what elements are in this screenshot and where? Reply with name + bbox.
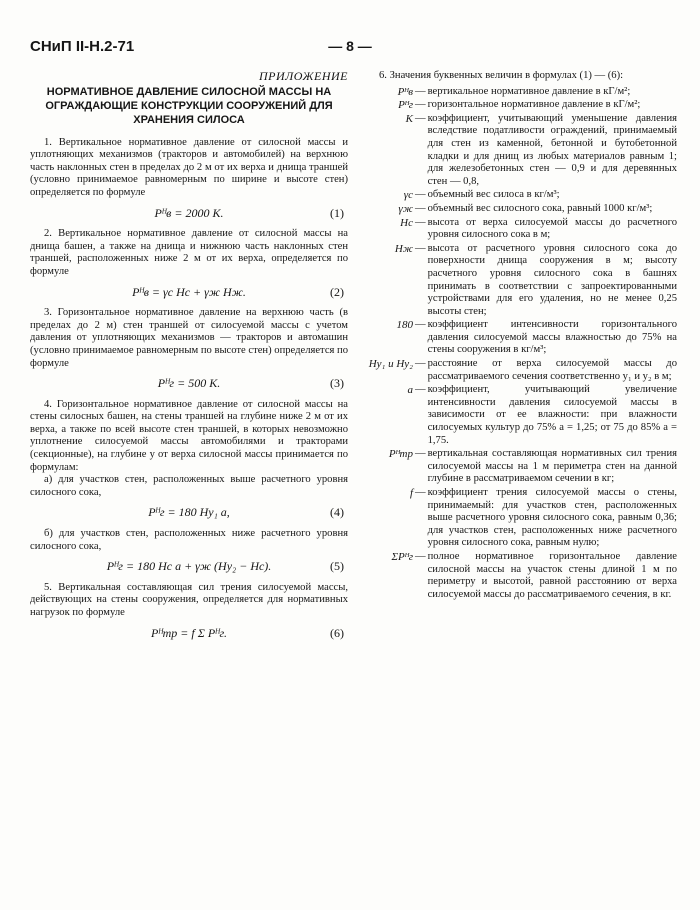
- formula-1: [30, 207, 348, 220]
- definition-symbol: Pᴴтр: [388, 448, 413, 461]
- definition-symbol: Pᴴв: [397, 85, 413, 98]
- definition-text: высота от расчетного уровня силосного сока до поверхности днища сооружения в м; высоту расчетного уровня силосного сока в башнях принимать в соответствии с запроектированными устройствами для его удаления, но не менее 0,25 высоты стен;: [427, 242, 677, 317]
- formula-6-text: Pᴴтр = f Σ Pᴴг.: [151, 625, 227, 640]
- paragraph-1: 1. Вертикальное нормативное давление от силосной массы и уплотняющих механизмов (тракторов и автомобилей) на верхнюю часть наклонных стен в пределах до 2 м от их верха и днища траншей (условно принимаемое равномерным по ширине и высоте стен) определяется по формуле: [30, 136, 348, 198]
- page-number: — 8 —: [328, 38, 372, 54]
- definition-item: K — коэффициент, учитывающий уменьшение давления вследствие податливости ограждений, принимаемый для стен из каменной, бетонной и бутобетонной кладки и для днищ из любых материалов равным 1; для железобетонных стен — 0,9 и для деревянных стен — 0,8,: [365, 113, 677, 189]
- definition-item: f — коэффициент трения силосуемой массы о стены, принимаемый: для участков стен, расположенных выше расчетного уровня силосного сока, равным 0,36; для участков стен, расположенных ниже расчетного уровня силосного сока, равным нулю;: [365, 487, 677, 550]
- definitions-intro: 6. Значения буквенных величин в формулах (1) — (6):: [379, 70, 624, 81]
- definition-text: вертикальная составляющая нормативных сил трения силосуемой массы на 1 м периметра стен на данной глубине в рассматриваемом сечении в кг;: [427, 448, 677, 485]
- definition-item: ΣPᴴг — полное нормативное горизонтальное давление силосной массы на участок стены длиной 1 м по периметру и высотой, равной расстоянию от верха силосуемой массы до рассматриваемого сечения, в кг.: [365, 551, 677, 601]
- formula-6: [30, 627, 348, 640]
- definition-symbol: f: [409, 487, 413, 499]
- definition-text: коэффициент интенсивности горизонтального давления силосуемой массы влажностью до 75% на стены сооружения в кг/м³;: [427, 319, 677, 356]
- formula-5-text: Pᴴг = 180 Hс a + γж (Hу₂ − Hс).: [106, 559, 272, 574]
- paragraph-4: 4. Горизонтальное нормативное давление от силосной массы на стены силосных башен, на стены траншей на глубине ниже 2 м от их верха, а также по всей высоте стен траншей, в которых невозможно уплотнение силосуемой массы автомобилями и тракторами (секционные), на глубине y от верха силосной массы принимается по формулам:: [30, 398, 348, 473]
- formula-5: [30, 560, 348, 573]
- definition-symbol: Hж: [394, 242, 413, 255]
- definition-text: объемный вес силоса в кг/м³;: [427, 189, 560, 201]
- formula-4-text: Pᴴг = 180 Hу₁ a,: [148, 505, 230, 520]
- definition-text: вертикальное нормативное давление в кГ/м²;: [427, 85, 631, 97]
- paragraph-4b: б) для участков стен, расположенных ниже расчетного уровня силосного сока,: [30, 528, 348, 552]
- definition-item: Hу₁ и Hу₂ — расстояние от верха силосуемой массы до рассматриваемого сечения соответственно y₁ и y₂ в м;: [365, 358, 677, 383]
- section-title: НОРМАТИВНОЕ ДАВЛЕНИЕ СИЛОСНОЙ МАССЫ НА ОГРАЖДАЮЩИЕ КОНСТРУКЦИИ СООРУЖЕНИЙ ДЛЯ ХРАНЕНИЯ СИЛОСА: [45, 85, 333, 126]
- definition-text: полное нормативное горизонтальное давление силосной массы на участок стены длиной 1 м по периметру и высотой, равной расстоянию от верха силосуемой массы до рассматриваемого сечения, в кг.: [427, 550, 677, 600]
- definitions-list: [365, 86, 677, 602]
- definition-item: Pᴴтр — вертикальная составляющая нормативных сил трения силосуемой массы на 1 м периметра стен на данной глубине в рассматриваемом сечении в кг;: [365, 448, 677, 486]
- document-code: СНиП II-Н.2-71: [30, 38, 135, 55]
- formula-3: [30, 377, 348, 390]
- formula-4: [30, 506, 348, 519]
- definition-item: γс — объемный вес силоса в кг/м³;: [365, 189, 677, 202]
- right-column: [365, 70, 677, 602]
- left-column: [30, 70, 348, 648]
- definition-item: Hж — высота от расчетного уровня силосного сока до поверхности днища сооружения в м; высоту расчетного уровня силосного сока в башнях принимать в соответствии с запроектированными устройствами для его удаления, но не менее 0,25 высоты стен;: [365, 243, 677, 319]
- definition-symbol: 180: [396, 319, 413, 332]
- paragraph-2: 2. Вертикальное нормативное давление от силосной массы на днища башен, а также на днища и нижнюю часть наклонных стен траншей, расположенных ниже 2 м от их верха, определяется по формуле: [30, 228, 348, 277]
- definition-item: Pᴴг — горизонтальное нормативное давление в кГ/м²;: [365, 99, 677, 112]
- definition-symbol: K: [405, 112, 413, 125]
- formula-2-number: (2): [330, 284, 344, 299]
- formula-1-text: Pᴴв = 2000 K.: [154, 205, 224, 220]
- definition-text: коэффициент трения силосуемой массы о стены, принимаемый: для участков стен, расположенных выше расчетного уровня силосного сока, равным 0,36; для участков стен, расположенных ниже расчетного уровня силосного сока, равным нулю;: [427, 487, 677, 549]
- formula-3-number: (3): [330, 376, 344, 391]
- definition-text: коэффициент, учитывающий увеличение интенсивности давления силосуемой массы в зависимости от ее влажности: при влажности силосуемых культур до 75% a = 1,25; от 75 до 85% a = 1,75.: [427, 384, 677, 446]
- definition-text: расстояние от верха силосуемой массы до рассматриваемого сечения соответственно y₁ и y₂ в м;: [427, 358, 677, 382]
- definition-symbol: Pᴴг: [398, 99, 413, 112]
- paragraph-4a: а) для участков стен, расположенных выше расчетного уровня силосного сока,: [30, 474, 348, 498]
- definition-item: a — коэффициент, учитывающий увеличение интенсивности давления силосуемой массы в зависимости от ее влажности: при влажности силосуемых культур до 75% a = 1,25; от 75 до 85% a = 1,75.: [365, 384, 677, 447]
- definition-item: Hс — высота от верха силосуемой массы до расчетного уровня силосного сока в м;: [365, 217, 677, 242]
- formula-5-number: (5): [330, 559, 344, 574]
- definition-symbol: γс: [403, 189, 413, 202]
- definition-text: объемный вес силосного сока, равный 1000 кг/м³;: [427, 202, 653, 214]
- formula-4-number: (4): [330, 505, 344, 520]
- definition-symbol: a: [407, 384, 413, 397]
- paragraph-5: 5. Вертикальная составляющая сил трения силосуемой массы, действующих на стены сооружения, определяется для нормативных нагрузок по формуле: [30, 581, 348, 618]
- formula-3-text: Pᴴг = 500 K.: [157, 376, 221, 391]
- definition-item: Pᴴв — вертикальное нормативное давление в кГ/м²;: [365, 86, 677, 99]
- definition-symbol: Hс: [400, 216, 413, 229]
- appendix-label: ПРИЛОЖЕНИЕ: [259, 69, 348, 83]
- definition-text: высота от верха силосуемой массы до расчетного уровня силосного сока в м;: [427, 216, 677, 241]
- formula-1-number: (1): [330, 205, 344, 220]
- definition-symbol: ΣPᴴг: [391, 550, 413, 563]
- paragraph-3: 3. Горизонтальное нормативное давление на верхнюю часть (в пределах до 2 м) стен траншей от силосуемой массы с учетом давления от уплотняющих механизмов — тракторов и автомашин (условно принимаемое равномерным по высоте стен) определяется по формуле: [30, 307, 349, 369]
- definition-text: горизонтальное нормативное давление в кГ/м²;: [427, 99, 641, 111]
- definition-item: γж — объемный вес силосного сока, равный 1000 кг/м³;: [365, 203, 677, 216]
- formula-2-text: Pᴴв = γс Hс + γж Hж.: [132, 284, 246, 299]
- definition-text: коэффициент, учитывающий уменьшение давления вследствие податливости ограждений, принимаемый для стен из каменной, бетонной и бутобетонной кладки и для днищ из любых материалов равным 1; для железобетонных стен — 0,9 и для деревянных стен — 0,8,: [427, 112, 677, 187]
- definition-symbol: γж: [398, 202, 413, 215]
- definition-symbol: Hу₁ и Hу₂: [368, 358, 413, 371]
- formula-2: [30, 286, 348, 299]
- definition-item: 180 — коэффициент интенсивности горизонтального давления силосуемой массы влажностью до 75% на стены сооружения в кг/м³;: [365, 319, 677, 357]
- formula-6-number: (6): [330, 625, 344, 640]
